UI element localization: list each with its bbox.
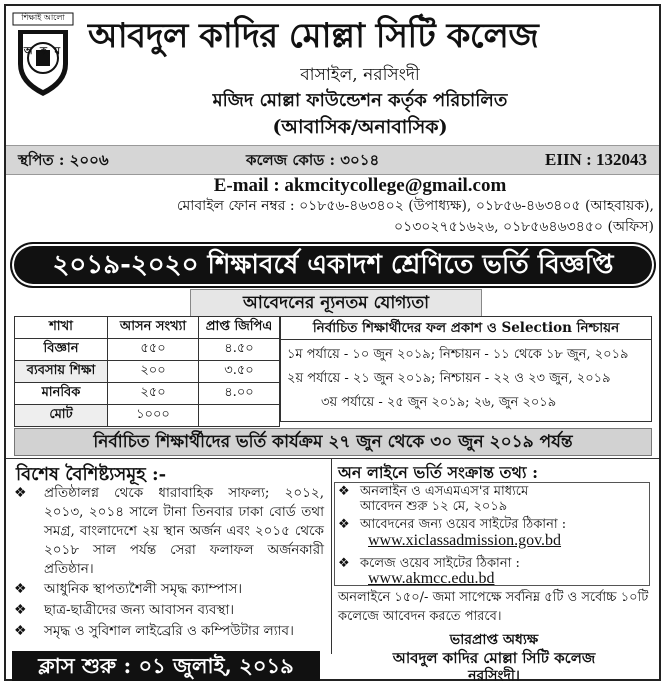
application-notice: অনলাইনে ১৫০/- জমা সাপেক্ষে সর্বনিম্ন ৫টি ও সর্বোচ্চ ১০টি কলেজে আবেদন করতে পারবে। [338,590,649,624]
online-text: কলেজ ওয়েব সাইটের ঠিকানা : [360,556,520,571]
logo-motto: শিক্ষাই আলো [21,13,65,22]
diamond-bullet-icon: ❖ [14,485,27,501]
online-info-title: অন লাইনে ভর্তি সংক্রান্ত তথ্য : [338,463,539,482]
feature-text: প্রতিষ্ঠালগ্ন থেকে ধারাবাহিক সাফল্য; ২০১২, ২০১৩, ২০১৪ সালে টানা তিনবার ঢাকা বোর্ড তথা সমগ্র, বাংলাদেশে ২য় স্থান অর্জন এবং ২০১৫ থেকে ২০১৮ সাল পর্যন্ত সেরা ফলাফল অর্জনকারী প্রতিষ্ঠান। [44,485,324,577]
table-cell: মোট [15,405,108,427]
feature-text: ছাত্র-ছাত্রীদের জন্য আবাসন ব্যবস্থা। [44,602,235,618]
college-location: বাসাইল, নরসিংদী [300,65,420,85]
class-start-banner: ক্লাস শুরু : ০১ জুলাই, ২০১৯ [12,651,320,681]
table-header: শাখা [15,317,108,339]
college-name: আবদুল কাদির মোল্লা সিটি কলেজ [88,16,539,56]
seats-table [14,316,280,427]
info-strip [6,145,659,175]
table-header: আসন সংখ্যা [108,317,199,339]
table-cell [199,405,280,427]
diamond-bullet-icon: ❖ [14,602,27,618]
admission-banner: ২০১৯-২০২০ শিক্ষাবর্ষে একাদশ শ্রেণিতে ভর্তি বিজ্ঞপ্তি [14,246,652,284]
section-divider [6,458,659,459]
table-cell: ব্যবসায় শিক্ষা [15,361,108,383]
logo-letters: অ ক ম [23,46,63,57]
table-cell: বিজ্ঞান [15,339,108,361]
online-text: আবেদনের জন্য ওয়েব সাইটের ঠিকানা : [360,517,567,532]
table-cell: ৪.৫০ [199,339,280,361]
diamond-bullet-icon: ❖ [338,556,350,571]
phase-item: ১ম পর্যায়ে - ১০ জুন ২০১৯; নিশ্চায়ন - ১১ থেকে ১৮ জুন, ২০১৯ [287,347,629,362]
table-cell: ১০০০ [108,405,199,427]
feature-text: আধুনিক স্থাপত্যশৈলী সমৃদ্ধ ক্যাম্পাস। [44,581,243,597]
phone-line: মোবাইল ফোন নম্বর : ০১৮৫৬-৪৬৩৪০২ (উপাধ্যক্ষ), ০১৮৫৬-৪৬৩৪০৫ (আহবায়ক), [176,198,654,214]
feature-item [14,580,324,599]
managed-by: মজিদ মোল্লা ফাউন্ডেশন কর্তৃক পরিচালিত [212,90,508,111]
results-box [280,316,652,422]
feature-text: সমৃদ্ধ ও সুবিশাল লাইব্রেরি ও কম্পিউটার ল্যাব। [44,623,294,639]
established-year: স্থপিত : ২০০৬ [18,151,109,169]
phase-item: ২য় পর্যায়ে - ২১ জুন ২০১৯; নিশ্চায়ন - ২২ ও ২৩ জুন, ২০১৯ [287,371,611,386]
online-text: অনলাইন ও এসএমএস'র মাধ্যমে [360,484,529,499]
table-cell: ২৫০ [108,383,199,405]
online-text: আবেদন শুরু ১২ মে, ২০১৯ [360,499,508,514]
table-header-row [15,317,280,339]
online-item [338,484,528,500]
feature-item [14,601,324,620]
admission-website-link[interactable]: www.xiclassadmission.gov.bd [368,532,562,549]
diamond-bullet-icon: ❖ [14,581,27,597]
diamond-bullet-icon: ❖ [14,623,27,639]
online-item [338,517,566,533]
phone-numbers [14,196,654,238]
email-address[interactable]: E-mail : akmcitycollege@gmail.com [213,175,507,196]
table-row [15,383,280,405]
table-row [15,339,280,361]
college-code: কলেজ কোড : ৩০১৪ [246,151,380,169]
feature-item [14,622,324,641]
table-cell: মানবিক [15,383,108,405]
diamond-bullet-icon: ❖ [338,517,350,532]
qualification-title: আবেদনের ন্যূনতম যোগ্যতা [190,289,482,317]
table-row [15,361,280,383]
feature-item [14,484,324,579]
results-title: নির্বাচিত শিক্ষার্থীদের ফল প্রকাশ ও Selection নিশ্চায়ন [281,317,651,340]
table-cell: ২০০ [108,361,199,383]
signoff-college: আবদুল কাদির মোল্লা সিটি কলেজ [392,649,596,667]
college-website-link[interactable]: www.akmcc.edu.bd [368,570,495,587]
table-cell: ৪.০০ [199,383,280,405]
table-header: প্রাপ্ত জিপিএ [199,317,280,339]
table-cell: ৩.৫০ [199,361,280,383]
admission-period: নির্বাচিত শিক্ষার্থীদের ভর্তি কার্যক্রম ২৭ জুন থেকে ৩০ জুন ২০১৯ পর্যন্ত [14,428,652,456]
table-cell: ৫৫০ [108,339,199,361]
diamond-bullet-icon: ❖ [338,484,350,499]
features-title: বিশেষ বৈশিষ্ট্যসমূহ :- [16,464,167,485]
residency-type: (আবাসিক/অনাবাসিক) [272,116,448,138]
column-divider [331,458,332,654]
phase-item: ৩য় পর্যায়ে - ২৫ জুন ২০১৯; ২৬, জুন ২০১৯ [321,395,557,410]
phone-line: ০১৩০২৭৫১৬২৬, ০১৮৫৬৪৬৩৪৫০ (অফিস) [394,219,654,235]
signoff-place: নরসিংদী। [468,668,520,684]
eiin-number: EIIN : 132043 [544,150,647,169]
table-row [15,405,280,427]
signoff-role: ভারপ্রাপ্ত অধ্যক্ষ [449,632,539,648]
